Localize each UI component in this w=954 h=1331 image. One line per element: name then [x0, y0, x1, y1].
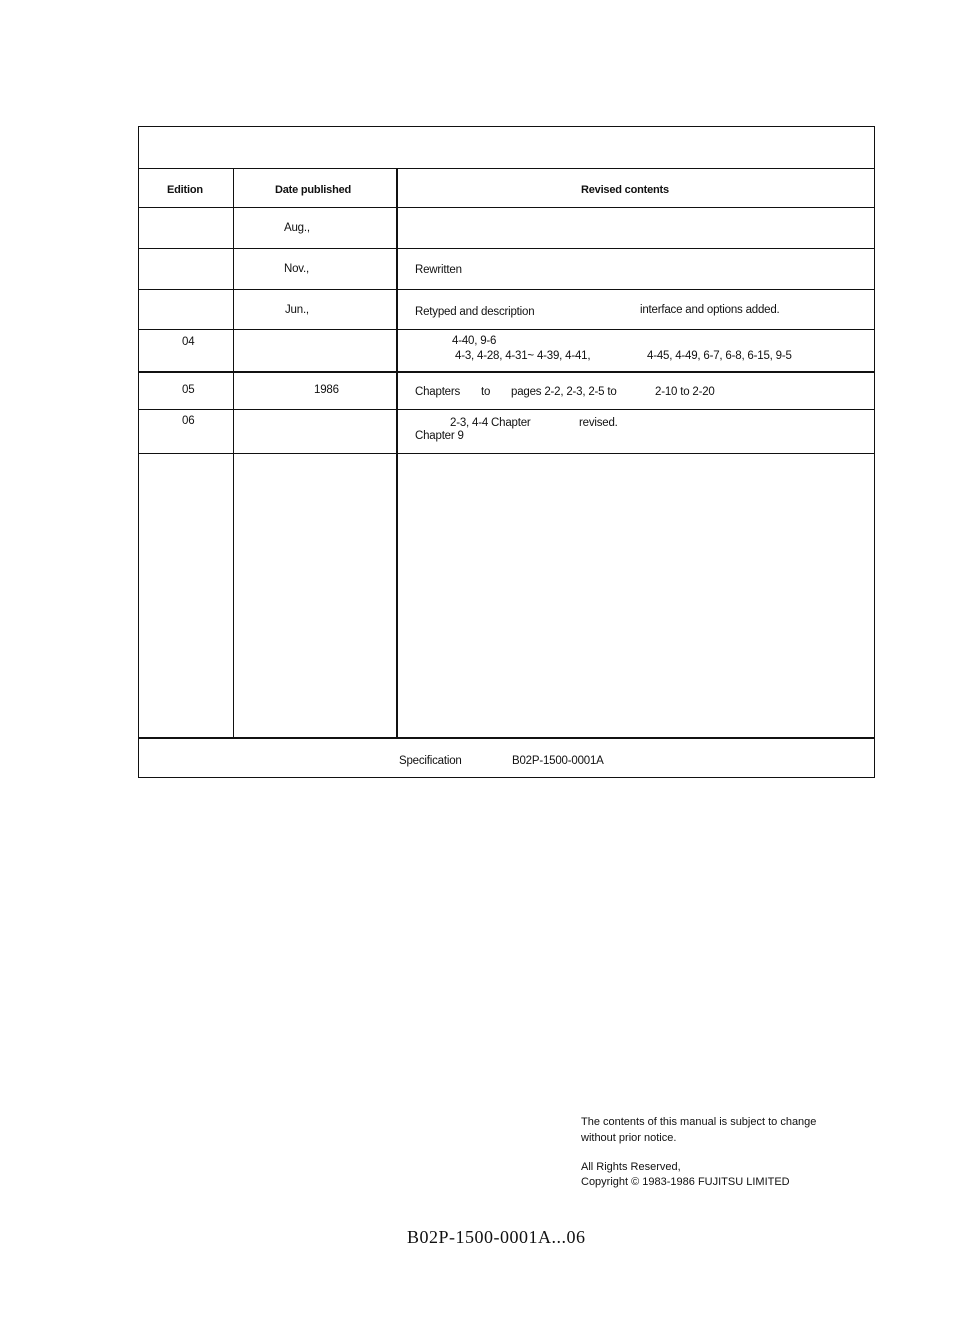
revision-history-table [138, 126, 875, 778]
row4-contents-line1: 4-40, 9-6 [452, 335, 497, 347]
row5-edition: 05 [182, 384, 195, 396]
row6-contents-revised: revised. [579, 417, 618, 429]
copyright-line: Copyright © 1983-1986 FUJITSU LIMITED [581, 1176, 790, 1188]
row5-date: 1986 [314, 384, 339, 396]
row-rule-3 [139, 329, 874, 330]
footer-specification-number: B02P-1500-0001A [512, 755, 604, 767]
row2-date: Nov., [284, 263, 309, 275]
column-rule-2 [396, 168, 398, 738]
row-rule-5 [139, 409, 874, 410]
header-edition: Edition [167, 184, 203, 196]
row2-contents: Rewritten [415, 264, 462, 276]
footer-specification-label: Specification [399, 755, 462, 767]
row5-contents-range: 2-10 to 2-20 [655, 386, 715, 398]
row5-contents-to: to [481, 386, 491, 398]
header-top-rule [139, 168, 874, 169]
row5-contents-chapters: Chapters [415, 386, 461, 398]
row3-contents-a: Retyped and description [415, 306, 535, 318]
document-number: B02P-1500-0001A...06 [407, 1227, 586, 1247]
row5-contents-pages: pages 2-2, 2-3, 2-5 to [511, 386, 617, 398]
row6-contents-chapter9: Chapter 9 [415, 430, 464, 442]
rights-line: All Rights Reserved, [581, 1161, 681, 1173]
row4-contents-line3: 4-45, 4-49, 6-7, 6-8, 6-15, 9-5 [647, 350, 792, 362]
row1-date: Aug., [284, 222, 310, 234]
row4-edition: 04 [182, 336, 195, 348]
header-date-published: Date published [275, 184, 352, 196]
header-revised-contents: Revised contents [581, 184, 669, 196]
row6-contents-pages: 2-3, 4-4 Chapter [450, 417, 531, 429]
notice-line-2: without prior notice. [581, 1132, 677, 1144]
footer-rule [139, 737, 874, 739]
row-rule-2 [139, 289, 874, 290]
row3-date: Jun., [285, 304, 309, 316]
header-bottom-rule [139, 207, 874, 208]
row-rule-6 [139, 453, 874, 454]
notice-line-1: The contents of this manual is subject to change [581, 1116, 817, 1128]
column-rule-1 [233, 168, 234, 738]
row4-contents-line2: 4-3, 4-28, 4-31~ 4-39, 4-41, [455, 350, 591, 362]
row-rule-1 [139, 248, 874, 249]
row-rule-4 [139, 371, 874, 373]
row3-contents-b: interface and options added. [640, 304, 780, 316]
row6-edition: 06 [182, 415, 195, 427]
